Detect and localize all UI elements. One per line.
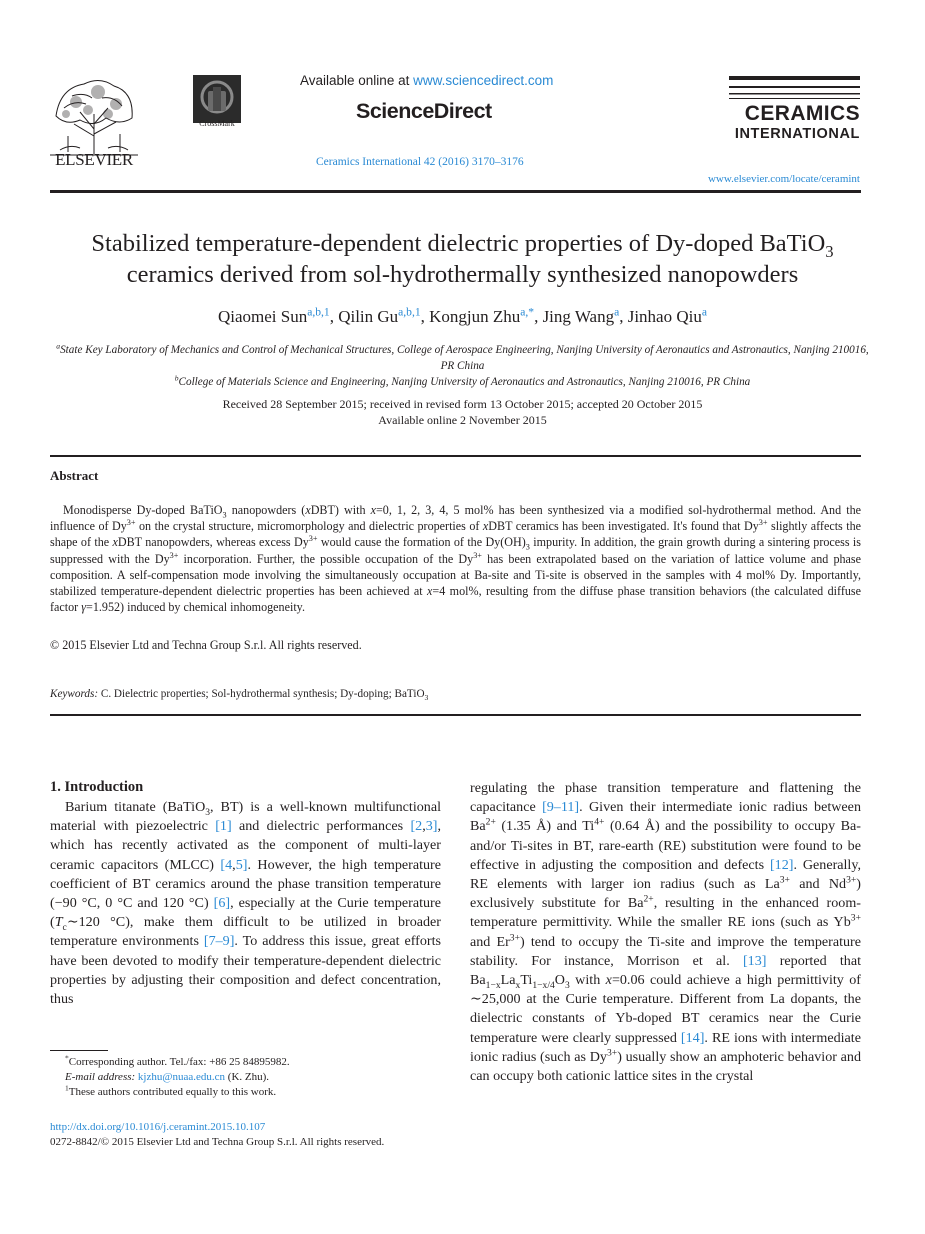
citation-link[interactable]: [12] [769,856,794,873]
abstract-top-rule [50,455,861,457]
citation-link[interactable]: [13] [742,952,767,969]
crossmark-icon[interactable] [193,75,241,123]
keywords: Keywords: C. Dielectric properties; Sol-hydrothermal synthesis; Dy-doping; BaTiO$_3$ [50,688,429,703]
online-date: Available online 2 November 2015 [378,412,547,427]
citation-link[interactable]: 3] [425,818,438,835]
header-rule [50,190,861,193]
available-online [300,73,553,88]
keywords-label: Keywords: [50,688,99,700]
crossmark-label: CrossMark [199,119,235,128]
author-list: Qiaomei Sun$^{a,b,1}$, Qilin Gu$^{a,b,1}$, Kongjun Zhu$^{a,*}$, Jing Wang$^a$, Jinhao Qiu$^a$ [217,305,707,326]
email-link[interactable]: kjzhu@nuaa.edu.cn [137,1071,226,1083]
footnote-corresponding: *Corresponding author. Tel./fax: +86 25 84895982. [65,1053,290,1068]
citation-link[interactable]: [1] [215,818,232,835]
article-title: Stabilized temperature-dependent dielectric properties of Dy-doped BaTiO$_3$ ceramics derived from sol-hydrothermally synthesized nanopowders [91,230,834,288]
citation-link[interactable]: [7–9] [203,933,235,950]
sciencedirect-logo: ScienceDirect [356,99,492,123]
abstract-copyright: © 2015 Elsevier Ltd and Techna Group S.r.l. All rights reserved. [50,638,362,652]
affiliations [50,342,875,390]
affiliation-a: $^a$State Key Laboratory of Mechanics and Control of Mechanical Structures, College of Aerospace Engineering, Nanjing University of Aeronautics and Astronautics, Nanjing 210016, PR China [56,341,869,372]
footnote-rule [50,1050,108,1051]
article-dates [50,397,875,428]
elsevier-tree-logo [50,74,138,158]
footnote-email: E-mail address: kjzhu@nuaa.edu.cn (K. Zhu). [65,1071,270,1083]
author: Kongjun Zhu [429,307,521,326]
citation-link[interactable]: [14] [680,1029,705,1046]
publisher-name: ELSEVIER [55,150,133,169]
section-heading-introduction: 1. Introduction [50,779,144,795]
affiliation-b: $^b$College of Materials Science and Engineering, Nanjing University of Aeronautics and Astronautics, Nanjing 210016, PR China [174,373,751,388]
journal-reference[interactable]: Ceramics International 42 (2016) 3170–3176 [316,156,524,168]
available-prefix: Available online at [300,73,414,88]
journal-logo-bars [729,76,860,100]
footnotes [50,1055,441,1100]
footnote-equal-contribution: $^1$These authors contributed equally to this work. [65,1083,277,1098]
author: Jinhao Qiu [627,307,702,326]
abstract-bottom-rule [50,714,861,716]
citation-link[interactable]: 5] [235,856,248,873]
citation-link[interactable]: [9–11] [542,799,580,816]
author: Qiaomei Sun [217,307,308,326]
citation-link[interactable]: [6] [213,895,231,912]
citation-link[interactable]: [2 [410,818,423,835]
doi-link[interactable]: http://dx.doi.org/10.1016/j.ceramint.2015.10.107 [50,1121,266,1133]
abstract-text: Monodisperse Dy-doped BaTiO$_3$ nanopowders (xDBT) with x=0, 1, 2, 3, 4, 5 mol% has been synthesized via a modified sol-hydrothermal method. And the influence of $Dy^{3+}$ on the crystal structure, micromorphology and dielectric properties of xDBT ceramics has been investigated. It's found that $Dy^{3+}$ slightly affects the shape of the xDBT nanopowders, whereas excess $Dy^{3+}$ would cause the formation of the $Dy(OH)_3$ impurity. In addition, the grain growth during a sintering process is suppressed with the $Dy^{3+}$ incorporation. Further, the possible occupation of the $Dy^{3+}$ has been extrapolated based on the variation of lattice volume and phase composition. A self-compensation mode involving the simultaneously occupation at Ba-site and Ti-site is observed in the samples with 4 mol% Dy. Importantly, stabilized temperature-dependent dielectric properties has been achieved at x=4 mol%, resulting from the diffuse phase transition behaviors (the calculated diffuse factor γ=1.952) induced by chemical inhomogeneity. [50,503,862,615]
citation-link[interactable]: [4 [220,856,233,873]
received-dates: Received 28 September 2015; received in revised form 13 October 2015; accepted 20 October 2015 [222,397,703,411]
abstract-heading: Abstract [50,468,99,483]
issn-copyright: 0272-8842/© 2015 Elsevier Ltd and Techna Group S.r.l. All rights reserved. [50,1136,385,1148]
body-column-left: Barium titanate (BaTiO$_3$, BT) is a well-known multifunctional material with piezoelectric [1] and dielectric performances [2,3], which has recently activated as the component of multi-layer ceramic capacitors (MLCC) [4,5]. However, the high temperature coefficient of BT ceramics around the phase transition temperature (−90 °C, 0 °C and 120 °C) [6], especially at the Curie temperature ($T_c\sim 120$ °C), make them difficult to be utilized in broader temperature environments [7–9]. To address this issue, great efforts have been devoted to modify their temperature-dependent dielectric properties by adjusting their composition and defect concentration, thus [50,799,441,1008]
journal-title-ceramics: CERAMICS [744,102,860,125]
sciencedirect-link[interactable]: www.sciencedirect.com [413,73,554,88]
author: Qilin Gu [338,307,399,326]
body-column-right: regulating the phase transition temperature and flattening the capacitance [9–11]. Given their intermediate ionic radius between $Ba^{2+}$ (1.35 Å) and $Ti^{4+}$ (0.64 Å) and the possibility to occupy Ba- and/or Ti-sites in BT, rare-earth (RE) substitution were found to be effective in adjusting the composition and defects [12]. Generally, RE elements with larger ion radius (such as $La^{3+}$ and $Nd^{3+}$) exclusively substitute for $Ba^{2+}$, resulting in the enhanced room-temperature permittivity. While the smaller RE ions (such as $Yb^{3+}$ and $Er^{3+}$) tend to occupy the Ti-site and improve the temperature stability. For instance, Morrison et al. [13] reported that $Ba_{1-x}La_xTi_{1-x/4}O_3$ with x=0.06 could achieve a high permittivity of ∼25,000 at the Curie temperature. Different from La dopants, the dielectric constants of Yb-doped BT ceramics near the Curie temperature were clearly suppressed [14]. RE ions with intermediate ionic radius (such as $Dy^{3+}$) usually show an amphoteric behavior and can occupy both cationic lattice sites in the crystal [470,780,862,1085]
journal-homepage-link[interactable]: www.elsevier.com/locate/ceramint [707,173,860,185]
author: Jing Wang [542,307,615,326]
journal-title-international: INTERNATIONAL [734,126,860,142]
